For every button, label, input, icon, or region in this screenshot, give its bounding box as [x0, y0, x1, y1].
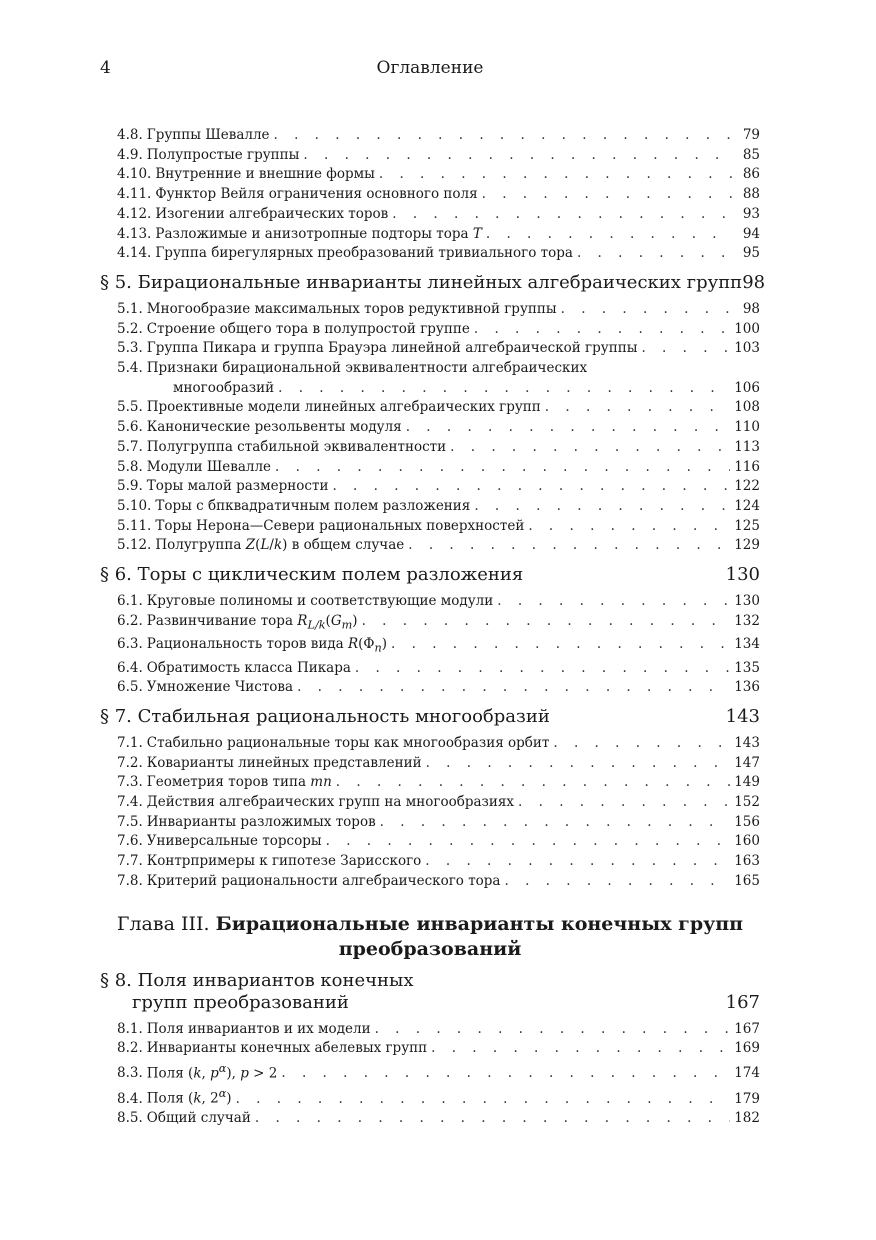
entry-page: 179	[734, 1090, 760, 1107]
leader-dots	[545, 398, 730, 418]
entry-title: Торы с бпквадратичным полем разложения	[155, 497, 471, 514]
toc-entry	[100, 813, 760, 833]
leader-dots	[375, 1020, 731, 1040]
entry-number: 8.2.	[117, 1040, 143, 1057]
entry-page: 122	[734, 478, 760, 495]
leader-dots	[274, 126, 732, 146]
toc-entry	[100, 225, 760, 245]
entry-number: 4.9.	[117, 146, 143, 163]
entry-title: Изогении алгебраических торов	[155, 205, 389, 222]
entry-number: 5.7.	[117, 438, 143, 455]
toc-entry	[100, 398, 760, 418]
entry-number: 7.4.	[117, 794, 143, 811]
entry-number: 7.6.	[117, 833, 143, 850]
leader-dots	[391, 635, 730, 655]
entry-number: 5.5.	[117, 399, 143, 416]
entry-title: Группы Шевалле	[146, 127, 270, 143]
entry-page: 100	[734, 320, 760, 337]
toc-entry	[100, 458, 760, 478]
leader-dots	[236, 1090, 731, 1110]
entry-number: 7.2.	[117, 754, 143, 771]
entry-page: 147	[734, 754, 760, 771]
entry-title: Коварианты линейных представлений	[146, 754, 422, 771]
section-8-entries	[100, 1020, 760, 1130]
chapter-title-line1: Бирациональные инварианты конечных групп	[215, 912, 744, 935]
leader-dots	[561, 300, 732, 320]
leader-dots	[297, 678, 730, 698]
chapter-title-line2: преобразований	[338, 937, 522, 960]
entry-number: 8.3.	[117, 1065, 143, 1082]
entry-page: 93	[742, 205, 760, 222]
leader-dots	[450, 438, 730, 458]
page-header	[100, 58, 760, 82]
entry-page: 136	[734, 679, 760, 696]
entry-title: Проективные модели линейных алгебраических групп	[146, 399, 541, 416]
entry-page: 174	[734, 1065, 760, 1082]
entry-title: Модули Шевалле	[146, 458, 272, 475]
toc-entry	[100, 678, 760, 698]
toc-entry	[100, 205, 760, 225]
entry-page: 156	[734, 813, 760, 830]
page-number: 4	[100, 58, 111, 78]
toc-entry	[100, 536, 760, 556]
toc-entry	[100, 852, 760, 872]
entry-title: Строение общего тора в полупростой группе	[146, 320, 470, 337]
section-title-line2: групп преобразований	[132, 991, 349, 1013]
entry-title: Стабильно рациональные торы как многообразия орбит	[146, 734, 550, 751]
entry-title: Признаки бирациональной эквивалентности алгебраических	[146, 360, 588, 377]
entry-title: Контрпримеры к гипотезе Зарисского	[146, 853, 422, 870]
entry-number: 7.3.	[117, 774, 143, 791]
entry-number: 5.1.	[117, 300, 143, 317]
entry-page: 103	[734, 340, 760, 357]
leader-dots	[497, 592, 730, 612]
entry-number: 5.6.	[117, 419, 143, 436]
toc-entry	[100, 1039, 760, 1059]
section-page: 167	[725, 991, 760, 1013]
section-title: § 5. Бирациональные инварианты линейных алгебраических групп	[100, 271, 743, 293]
entry-number: 5.12.	[117, 537, 152, 554]
entry-number: 4.14.	[117, 245, 152, 262]
entry-number: 6.3.	[117, 636, 143, 653]
toc-entry	[100, 339, 760, 359]
entry-page: 129	[734, 537, 760, 554]
entry-title: Группа бирегулярных преобразований тривиального тора	[155, 245, 573, 262]
entry-number: 6.2.	[117, 612, 143, 629]
toc-entry	[100, 244, 760, 264]
leader-dots	[380, 813, 731, 833]
toc-entry	[100, 592, 760, 612]
section-heading	[100, 271, 766, 294]
toc-entry	[100, 185, 760, 205]
entry-page: 95	[742, 245, 760, 262]
toc-entry	[100, 165, 760, 185]
entry-number: 4.13.	[117, 225, 152, 242]
section-page: 143	[725, 705, 760, 727]
toc-entry	[100, 418, 760, 438]
leader-dots	[408, 536, 730, 556]
entry-number: 7.5.	[117, 813, 143, 830]
section-title: § 6. Торы с циклическим полем разложения	[100, 564, 524, 586]
section-heading	[100, 706, 760, 728]
leader-dots	[255, 1109, 730, 1129]
section-page: 98	[742, 271, 766, 293]
toc-entry	[100, 438, 760, 458]
entry-title: Геометрия торов типа mn	[146, 774, 332, 791]
section-title: § 7. Стабильная рациональность многообразий	[100, 705, 550, 727]
entry-number: 6.5.	[117, 679, 143, 696]
entry-number: 7.7.	[117, 853, 143, 870]
entry-title: Полугруппа стабильной эквивалентности	[146, 438, 447, 455]
leader-dots	[425, 852, 730, 872]
entry-number: 7.1.	[117, 734, 143, 751]
entry-title: Поля инвариантов и их модели	[146, 1020, 371, 1037]
entry-number: 5.11.	[117, 517, 152, 534]
entry-number: 4.12.	[117, 205, 152, 222]
leader-dots	[641, 339, 730, 359]
leader-dots	[303, 146, 732, 166]
toc-entry	[100, 1059, 760, 1084]
toc-entry	[100, 300, 760, 320]
entry-page: 94	[742, 225, 760, 242]
toc-entry	[100, 659, 760, 679]
entry-number: 8.1.	[117, 1020, 143, 1037]
section-page: 130	[725, 564, 760, 586]
entry-number: 7.8.	[117, 872, 143, 889]
leader-dots	[278, 379, 730, 399]
leader-dots	[392, 205, 732, 225]
table-of-contents	[100, 126, 766, 1129]
toc-entry	[100, 497, 760, 517]
entry-title: Рациональность торов вида $R(\Phi_n)$	[146, 636, 388, 655]
entry-number: 6.1.	[117, 593, 143, 610]
entry-title: Торы малой размерности	[146, 478, 329, 495]
leader-dots	[281, 1064, 730, 1084]
toc-entry	[100, 832, 760, 852]
entry-title: Обратимость класса Пикара	[146, 659, 351, 676]
entry-title-cont: многообразий	[173, 379, 275, 396]
entry-number: 5.8.	[117, 458, 143, 475]
leader-dots	[431, 1039, 730, 1059]
leader-dots	[577, 244, 732, 264]
entry-page: 86	[742, 166, 760, 183]
entry-title: Общий случай	[146, 1110, 251, 1127]
entry-page: 134	[734, 636, 760, 653]
toc-entry	[100, 126, 760, 146]
entry-title: Внутренние и внешние формы	[155, 166, 375, 183]
entry-number: 4.10.	[117, 166, 152, 183]
toc-entry	[100, 146, 760, 166]
leader-dots	[332, 477, 730, 497]
leader-dots	[379, 165, 732, 185]
entry-page: 149	[734, 774, 760, 791]
toc-groups	[100, 126, 766, 892]
chapter-prefix: Глава III.	[116, 912, 210, 935]
entry-page: 165	[734, 872, 760, 889]
entry-page: 152	[734, 794, 760, 811]
toc-entry	[100, 1020, 760, 1040]
entry-title: Разложимые и анизотропные подторы тора T	[155, 225, 482, 242]
entry-page: 160	[734, 833, 760, 850]
leader-dots	[553, 734, 730, 754]
toc-entry	[100, 517, 760, 537]
entry-page: 125	[734, 517, 760, 534]
toc-entry	[100, 477, 760, 497]
entry-page: 182	[734, 1110, 760, 1127]
entry-page: 106	[734, 379, 760, 396]
entry-page: 169	[734, 1040, 760, 1057]
entry-page: 130	[734, 593, 760, 610]
leader-dots	[326, 832, 731, 852]
running-title: Оглавление	[376, 58, 484, 78]
entry-title: Группа Пикара и группа Брауэра линейной алгебраической группы	[146, 340, 638, 357]
entry-title: Инварианты конечных абелевых групп	[146, 1040, 428, 1057]
toc-entry	[100, 635, 760, 658]
entry-title: Поля (k, $p^\alpha$), p > 2	[146, 1061, 278, 1082]
entry-page: 163	[734, 853, 760, 870]
toc-entry	[100, 612, 760, 635]
entry-number: 8.5.	[117, 1110, 143, 1127]
leader-dots	[275, 458, 730, 478]
entry-page: 79	[742, 127, 760, 143]
entry-title: Развинчивание тора $R_{L/k}(G_m)$	[146, 612, 358, 632]
entry-page: 167	[734, 1020, 760, 1037]
leader-dots	[474, 320, 730, 340]
entry-title: Полупростые группы	[146, 146, 300, 163]
toc-entry	[100, 754, 760, 774]
entry-title: Умножение Чистова	[146, 679, 294, 696]
entry-page: 110	[734, 419, 760, 436]
entry-page: 113	[734, 438, 760, 455]
leader-dots	[355, 659, 730, 679]
entry-title: Поля (k, $2^\alpha$)	[146, 1087, 232, 1107]
toc-entry	[100, 1109, 760, 1129]
leader-dots	[406, 418, 731, 438]
entry-title: Инварианты разложимых торов	[146, 813, 376, 830]
section-heading	[100, 564, 760, 586]
leader-dots	[336, 773, 730, 793]
entry-title: Функтор Вейля ограничения основного поля	[155, 186, 478, 203]
toc-entry	[100, 773, 760, 793]
leader-dots	[474, 497, 730, 517]
entry-page: 85	[742, 146, 760, 163]
section-heading-8	[100, 970, 760, 1014]
entry-page: 135	[734, 659, 760, 676]
entry-page: 143	[734, 734, 760, 751]
toc-entry	[100, 793, 760, 813]
entry-title: Круговые полиномы и соответствующие модули	[146, 593, 494, 610]
entry-title: Универсальные торсоры	[146, 833, 322, 850]
entry-number: 8.4.	[117, 1090, 143, 1107]
entry-page: 132	[734, 612, 760, 629]
section-title-line1: § 8. Поля инвариантов конечных	[100, 969, 414, 991]
entry-title: Критерий рациональности алгебраического тора	[146, 872, 501, 889]
leader-dots	[528, 517, 730, 537]
entry-number: 4.11.	[117, 186, 152, 203]
entry-title: Многообразие максимальных торов редуктивной группы	[146, 300, 557, 317]
entry-page: 124	[734, 497, 760, 514]
entry-title: Торы Нерона—Севери рациональных поверхностей	[155, 517, 525, 534]
entry-number: 4.8.	[117, 127, 143, 143]
leader-dots	[482, 185, 732, 205]
toc-entry	[100, 872, 760, 892]
entry-page: 98	[742, 300, 760, 317]
leader-dots	[504, 872, 730, 892]
entry-page: 88	[742, 186, 760, 203]
entry-title: Действия алгебраических групп на многообразиях	[146, 794, 515, 811]
entry-number: 6.4.	[117, 659, 143, 676]
chapter-heading	[100, 912, 760, 962]
toc-entry	[100, 734, 760, 754]
leader-dots	[362, 612, 731, 632]
entry-page: 116	[734, 458, 760, 475]
toc-entry	[100, 320, 760, 340]
entry-title: Канонические резольвенты модуля	[146, 419, 402, 436]
entry-number: 5.2.	[117, 320, 143, 337]
entry-number: 5.10.	[117, 497, 152, 514]
toc-entry	[100, 1084, 760, 1109]
entry-number: 5.3.	[117, 340, 143, 357]
entry-number: 5.4.	[117, 360, 143, 377]
leader-dots	[518, 793, 730, 813]
entry-page: 108	[734, 399, 760, 416]
toc-entry	[100, 359, 760, 398]
leader-dots	[486, 225, 732, 245]
entry-title: Полугруппа Z(L/k) в общем случае	[155, 537, 405, 554]
leader-dots	[426, 754, 731, 774]
entry-number: 5.9.	[117, 478, 143, 495]
